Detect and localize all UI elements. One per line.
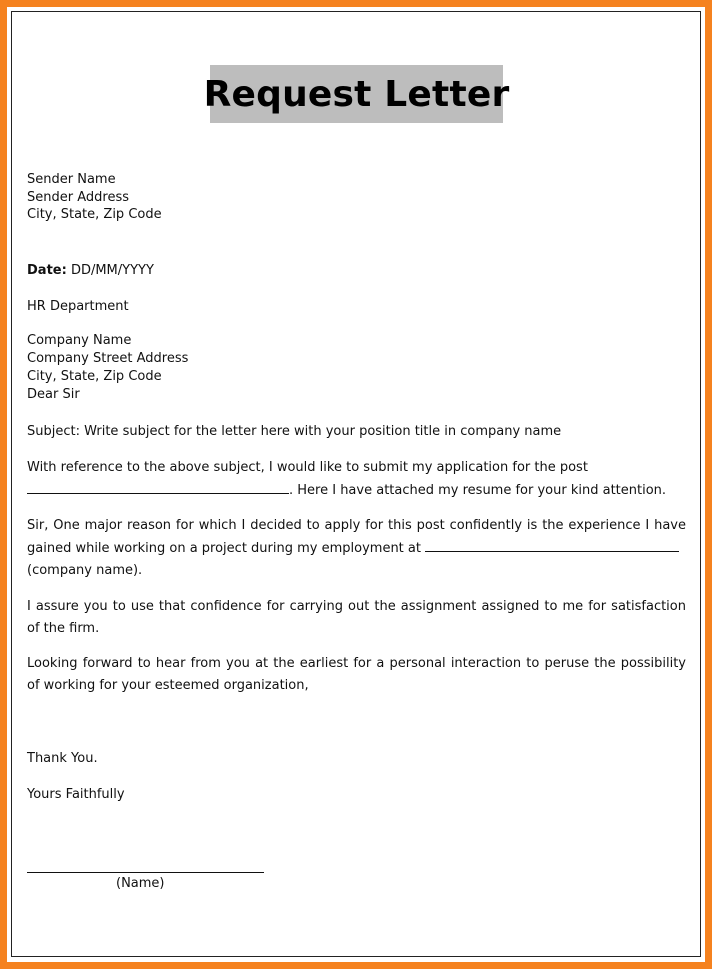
recipient-city: City, State, Zip Code <box>27 369 162 384</box>
page-title: Request Letter <box>203 73 510 115</box>
recipient-company-name: Company Name <box>27 333 132 348</box>
recipient-department: HR Department <box>27 299 129 314</box>
sign-off: Yours Faithfully <box>27 787 125 802</box>
name-label: (Name) <box>116 876 165 891</box>
signature-line <box>27 871 264 873</box>
paragraph-1-end: . Here I have attached my resume for your kind attention. <box>289 483 667 498</box>
date-value: DD/MM/YYYY <box>70 263 154 278</box>
subject-line: Subject: Write subject for the letter here with your position title in company name <box>27 424 562 439</box>
paragraph-2-end: (company name). <box>27 563 143 578</box>
date-line <box>27 262 154 280</box>
salutation: Dear Sir <box>27 387 80 402</box>
paragraph-1-start: With reference to the above subject, I would like to submit my application for the post <box>27 460 588 475</box>
paragraph-2-start: Sir, One major reason for which I decided to apply for this post confidently is the experience I have gained while working on a project during my employment at <box>27 518 686 556</box>
title-banner <box>203 65 510 123</box>
date-label: Date: <box>27 263 67 278</box>
company-blank-line <box>425 537 679 552</box>
paragraph-2 <box>27 515 686 582</box>
paragraph-4: Looking forward to hear from you at the earliest for a personal interaction to peruse the possibility of working for your esteemed organization, <box>27 656 686 693</box>
sender-name: Sender Name <box>27 172 116 187</box>
post-blank-line <box>27 479 289 494</box>
sender-address: Sender Address <box>27 190 129 205</box>
recipient-street: Company Street Address <box>27 351 189 366</box>
paragraph-1 <box>27 457 686 502</box>
paragraph-3: I assure you to use that confidence for carrying out the assignment assigned to me for satisfaction of the firm. <box>27 599 686 636</box>
sender-city: City, State, Zip Code <box>27 207 162 222</box>
thank-you: Thank You. <box>27 751 98 766</box>
